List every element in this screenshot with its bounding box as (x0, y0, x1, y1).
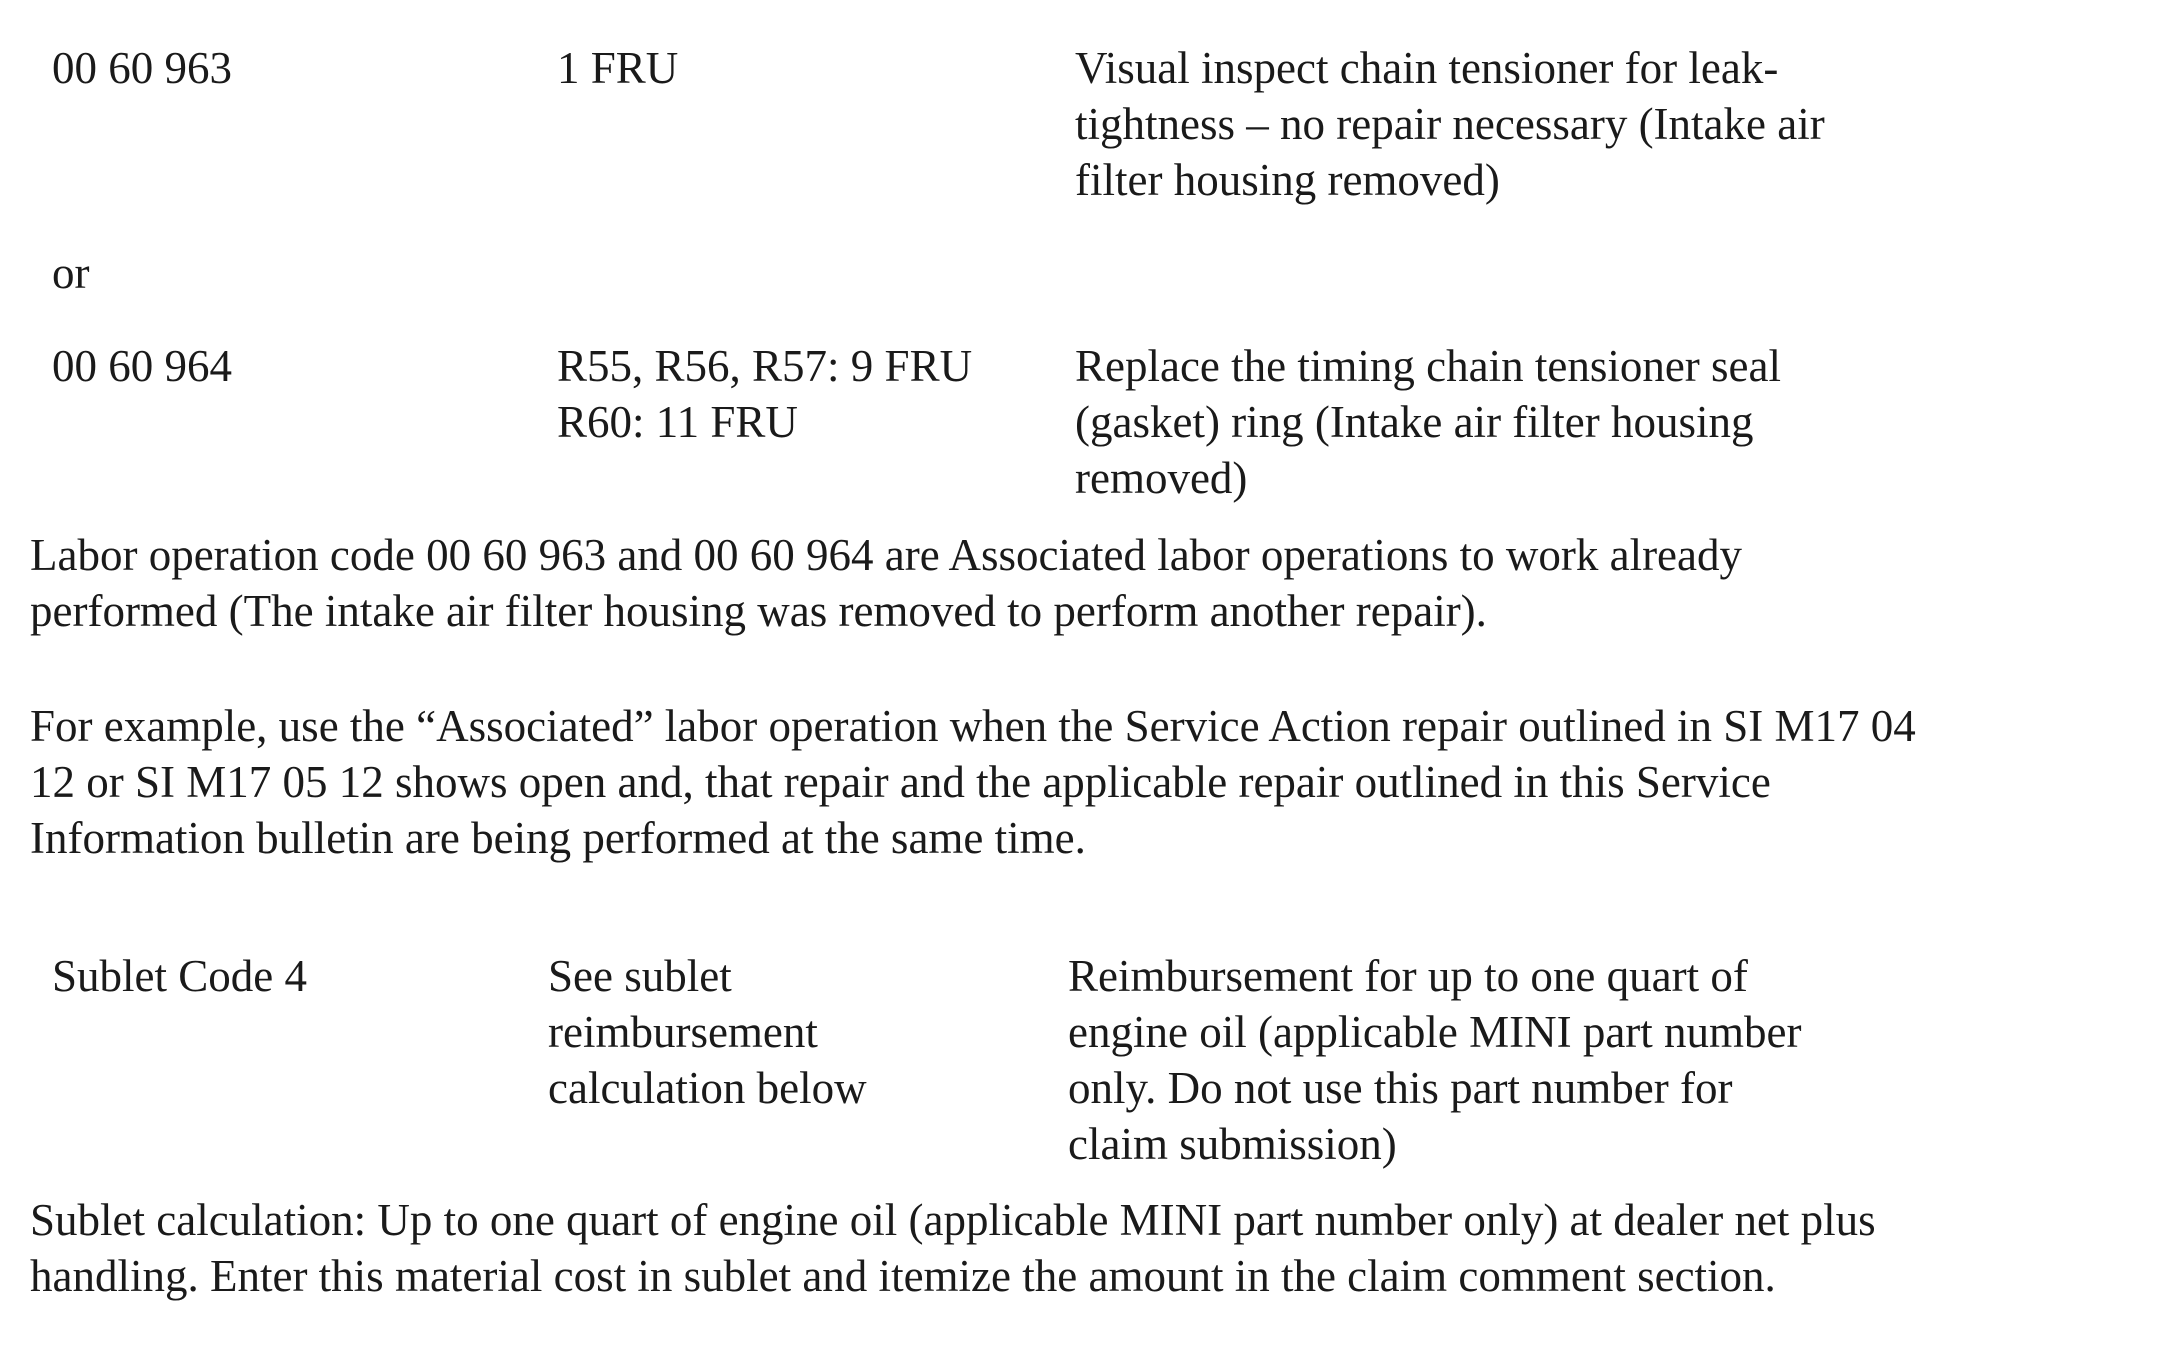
labor-units-2: R55, R56, R57: 9 FRU R60: 11 FRU (557, 341, 973, 447)
labor-code-2: 00 60 964 (52, 341, 232, 391)
sublet-calculation-paragraph: Sublet calculation: Up to one quart of engine oil (applicable MINI part number only) at dealer net plus handling. Enter this material cost in sublet and itemize the amount in the claim comment section. (30, 1195, 1876, 1301)
labor-units-1: 1 FRU (557, 43, 679, 93)
sublet-units: See sublet reimbursement calculation below (548, 951, 867, 1113)
example-paragraph: For example, use the “Associated” labor operation when the Service Action repair outlined in SI M17 04 12 or SI M17 05 12 shows open and, that repair and the applicable repair outlined in this Service Information bulletin are being performed at the same time. (30, 701, 1916, 863)
associated-paragraph: Labor operation code 00 60 963 and 00 60 964 are Associated labor operations to work already performed (The intake air filter housing was removed to perform another repair). (30, 530, 1742, 636)
labor-description-1: Visual inspect chain tensioner for leak- tightness – no repair necessary (Intake air filter housing removed) (1075, 43, 1825, 205)
or-separator: or (52, 248, 90, 298)
sublet-code: Sublet Code 4 (52, 951, 307, 1001)
sublet-description: Reimbursement for up to one quart of engine oil (applicable MINI part number only. Do not use this part number for claim submission) (1068, 951, 1802, 1169)
labor-code-1: 00 60 963 (52, 43, 232, 93)
labor-description-2: Replace the timing chain tensioner seal (gasket) ring (Intake air filter housing removed) (1075, 341, 1782, 503)
